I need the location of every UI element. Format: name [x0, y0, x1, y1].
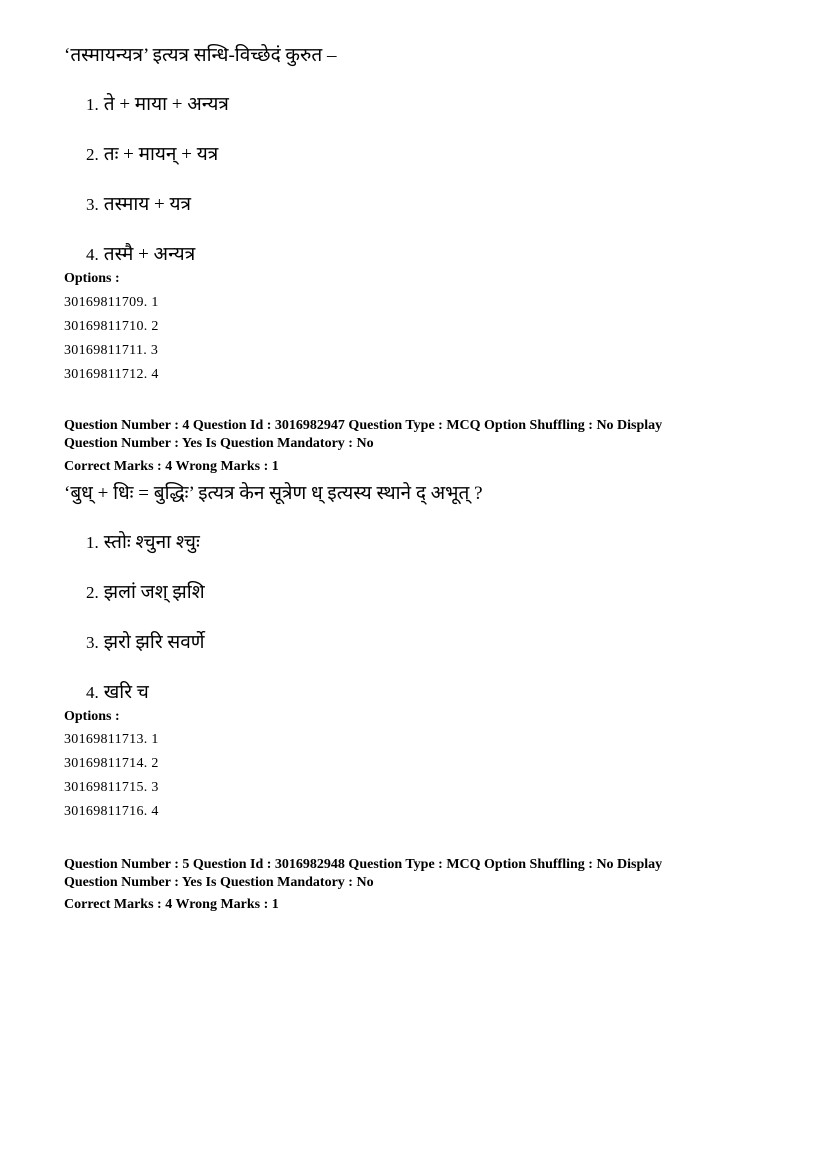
options-label: Options :: [64, 709, 120, 724]
choice-number: 3.: [86, 633, 99, 652]
options-label: Options :: [64, 271, 120, 286]
option-id: 30169811710. 2: [64, 319, 159, 334]
marks-line: Correct Marks : 4 Wrong Marks : 1: [64, 459, 279, 474]
marks-line: Correct Marks : 4 Wrong Marks : 1: [64, 897, 279, 912]
question-text: ‘तस्मायन्यत्र’ इत्यत्र सन्धि-विच्छेदं कुरुत –: [64, 45, 337, 66]
question-meta-line: Question Number : 4 Question Id : 3016982947 Question Type : MCQ Option Shuffling : No Display: [64, 418, 663, 433]
choice-text: तस्माय + यत्र: [103, 194, 191, 215]
question-meta-line: Question Number : 5 Question Id : 3016982948 Question Type : MCQ Option Shuffling : No Display: [64, 857, 663, 872]
choice-number: 3.: [86, 195, 99, 214]
choice-item: [86, 530, 200, 556]
choice-number: 4.: [86, 683, 99, 702]
choice-item: [86, 142, 218, 168]
choice-text: तस्मै + अन्यत्र: [103, 244, 196, 265]
choice-item: [86, 92, 229, 118]
question-text: ‘बुध् + धिः = बुद्धिः’ इत्यत्र केन सूत्रेण ध् इत्यस्य स्थाने द् अभूत् ?: [64, 483, 483, 504]
choice-text: स्तोः श्चुना श्चुः: [103, 532, 200, 553]
option-id: 30169811715. 3: [64, 780, 159, 795]
option-id: 30169811709. 1: [64, 295, 159, 310]
question-meta-line: Question Number : Yes Is Question Mandatory : No: [64, 875, 374, 890]
choice-item: [86, 580, 205, 606]
question-meta-line: Question Number : Yes Is Question Mandatory : No: [64, 436, 374, 451]
choice-number: 2.: [86, 145, 99, 164]
choice-item: [86, 192, 191, 218]
choice-text: ते + माया + अन्यत्र: [103, 94, 229, 115]
choice-text: तः + मायन् + यत्र: [103, 144, 219, 165]
choice-number: 4.: [86, 245, 99, 264]
choice-number: 2.: [86, 583, 99, 602]
choice-text: झरो झरि सवर्णे: [103, 632, 205, 653]
choice-number: 1.: [86, 533, 99, 552]
option-id: 30169811711. 3: [64, 343, 159, 358]
option-id: 30169811716. 4: [64, 804, 159, 819]
option-id: 30169811714. 2: [64, 756, 159, 771]
choice-item: [86, 242, 195, 268]
choice-item: [86, 680, 149, 706]
choice-number: 1.: [86, 95, 99, 114]
option-id: 30169811713. 1: [64, 732, 159, 747]
choice-item: [86, 630, 205, 656]
choice-text: खरि च: [103, 682, 149, 703]
choice-text: झलां जश् झशि: [103, 582, 205, 603]
option-id: 30169811712. 4: [64, 367, 159, 382]
